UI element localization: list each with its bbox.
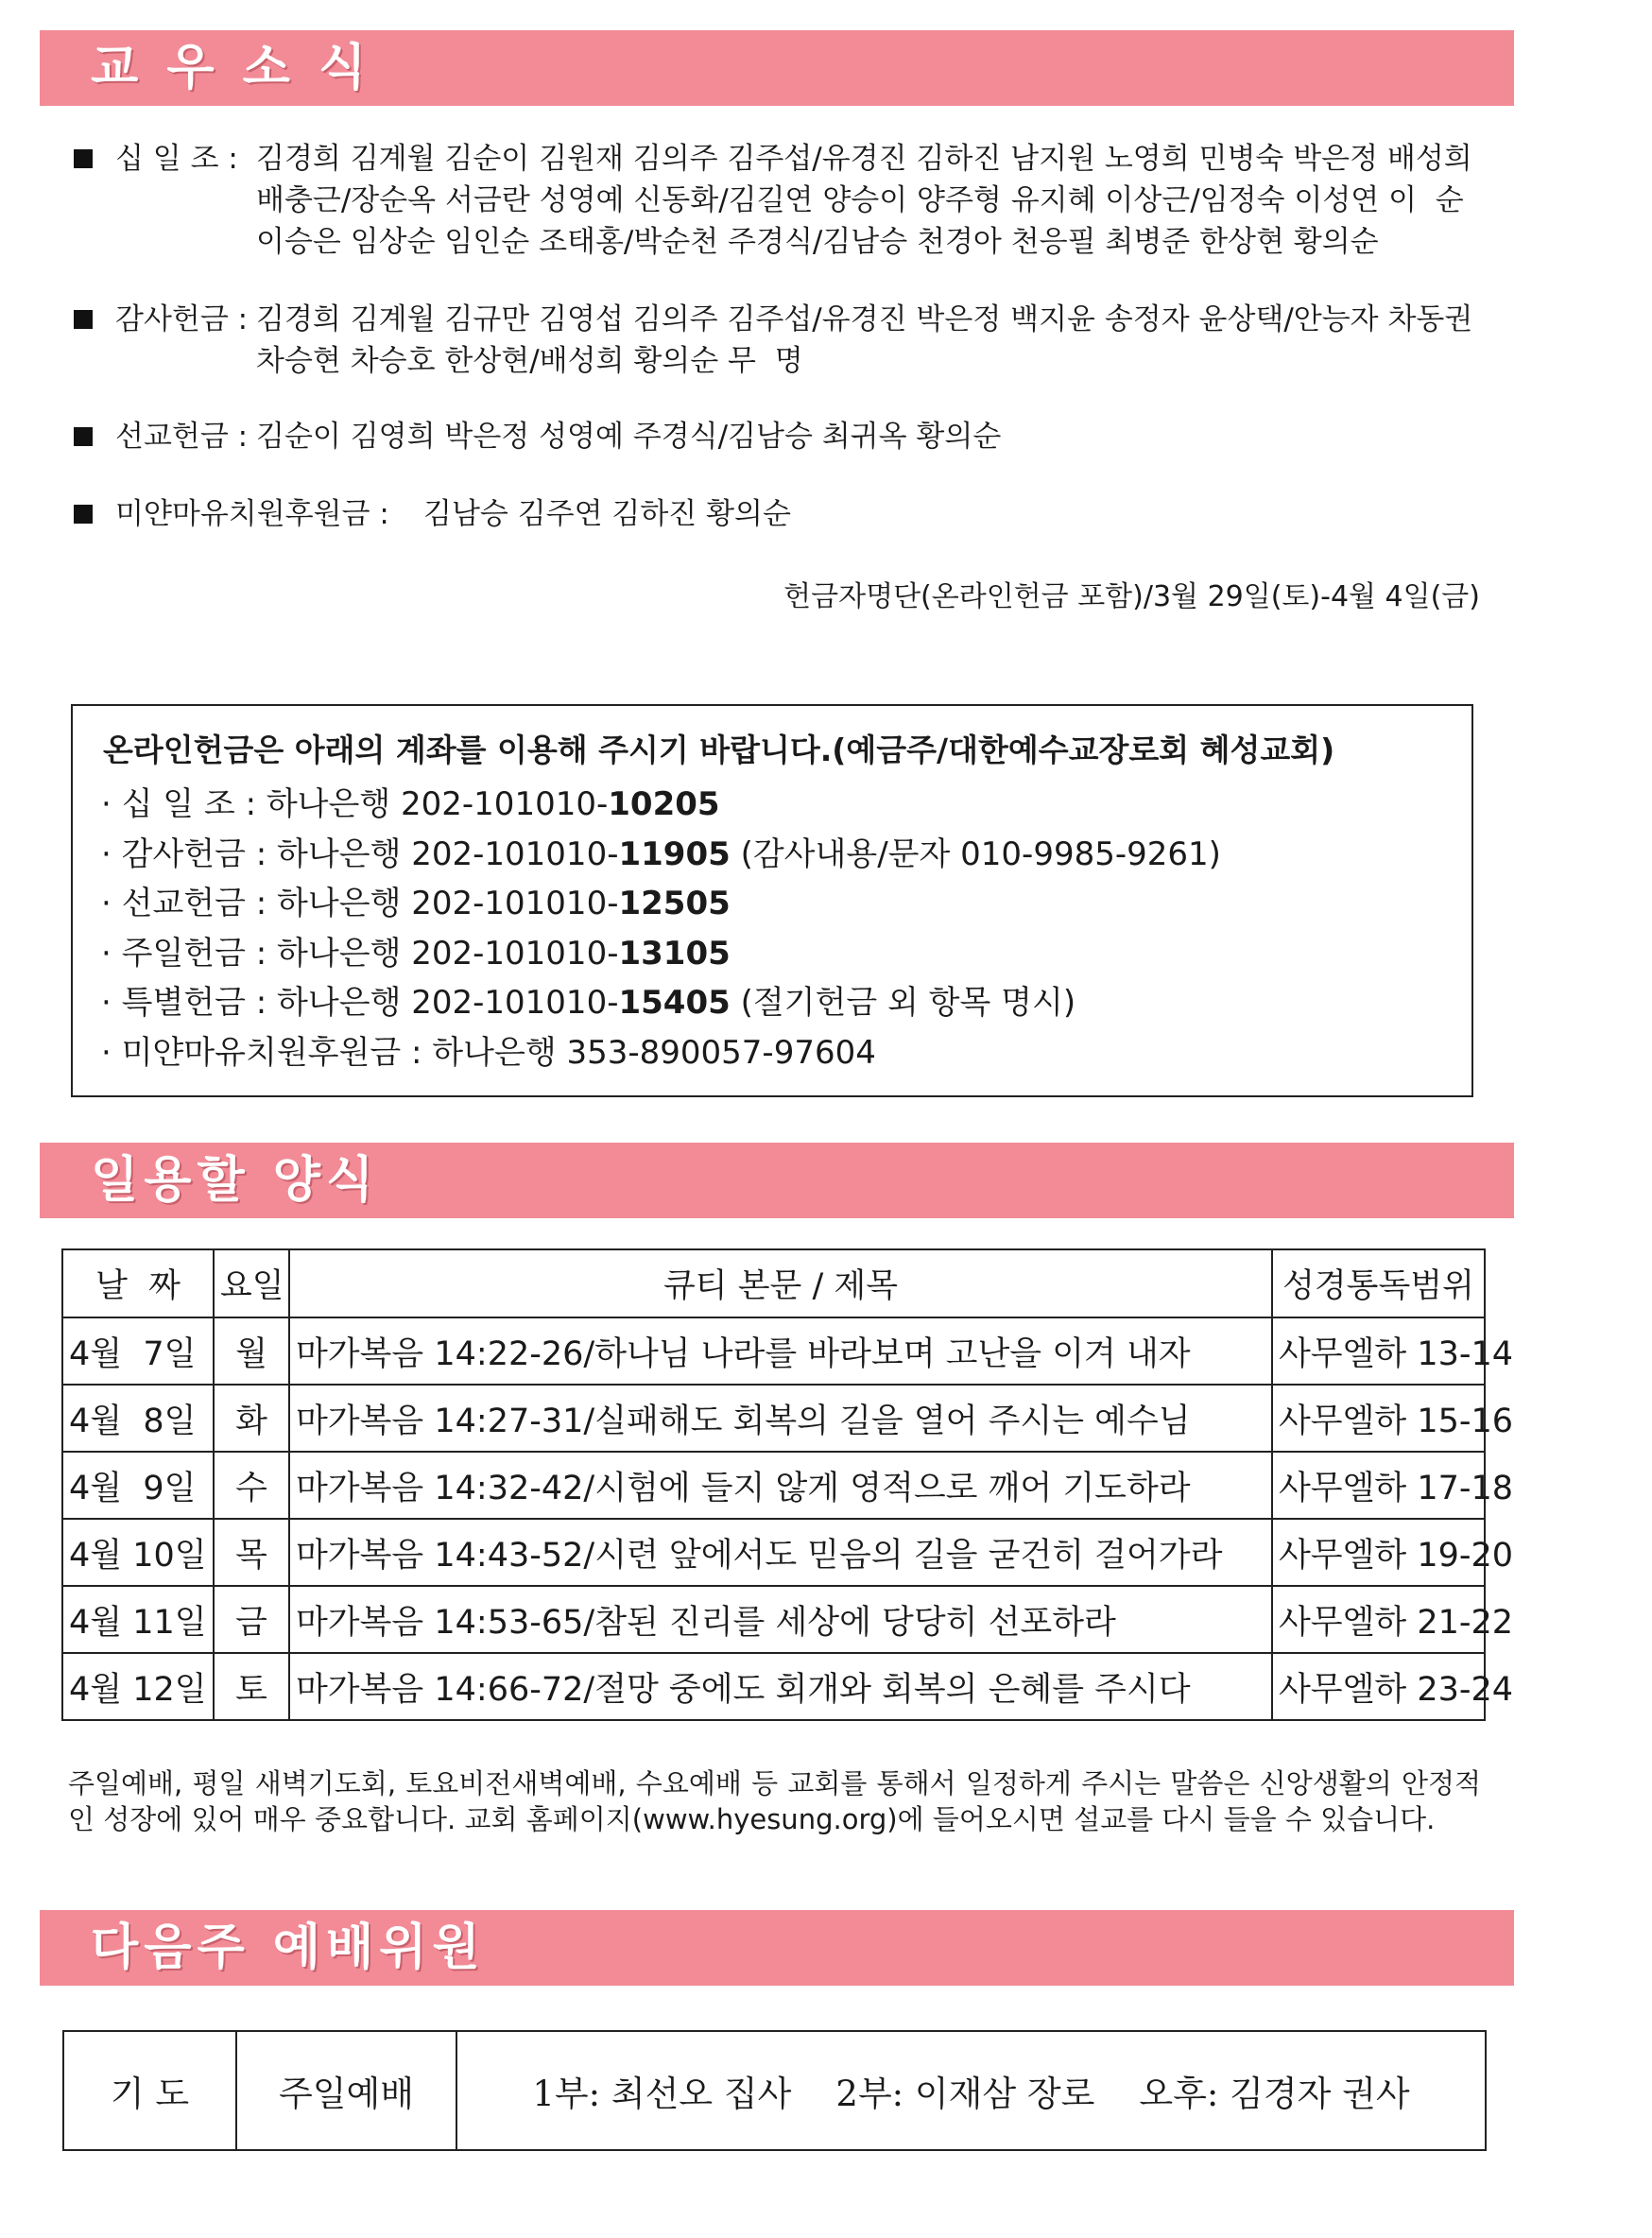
- account-label: · 감사헌금 : 하나은행 202-101010-: [101, 835, 619, 873]
- donor-line: 김경희 김계월 김규만 김영섭 김의주 김주섭/유경진 박은정 백지윤 송정자 윤상택/안능자 차동권: [256, 302, 1473, 336]
- cell-date: 4월 10일: [62, 1519, 214, 1586]
- cell-passage: 마가복음 14:53-65/참된 진리를 세상에 당당히 선포하라: [289, 1586, 1272, 1653]
- cell-date: 4월 9일: [62, 1452, 214, 1519]
- table-row: [62, 1653, 1485, 1720]
- account-label: · 특별헌금 : 하나은행 202-101010-: [101, 984, 619, 1022]
- cell-reading: 사무엘하 17-18: [1272, 1452, 1485, 1519]
- square-bullet-icon: [74, 149, 93, 168]
- section-title: 교 우 소 식: [91, 40, 372, 96]
- cell-reading: 사무엘하 23-24: [1272, 1653, 1485, 1720]
- table-row: [63, 2031, 1486, 2150]
- cell-day: 수: [214, 1452, 289, 1519]
- table-row: [62, 1317, 1485, 1385]
- table-row: [62, 1452, 1485, 1519]
- table-header-row: [62, 1249, 1485, 1317]
- cell-reading: 사무엘하 13-14: [1272, 1317, 1485, 1385]
- header-reading: 성경통독범위: [1272, 1249, 1485, 1317]
- offering-label: 십 일 조 :: [115, 142, 238, 176]
- section-header-worship: [40, 1910, 1514, 1986]
- square-bullet-icon: [74, 505, 93, 524]
- account-label: · 십 일 조 : 하나은행 202-101010-: [101, 785, 609, 823]
- donor-line: 이승은 임상순 임인순 조태홍/박순천 주경식/김남승 천경아 천응필 최병준 한상현 황의순: [256, 225, 1379, 259]
- cell-date: 4월 7일: [62, 1317, 214, 1385]
- qt-schedule-table: [61, 1248, 1514, 1721]
- section-header-qt: [40, 1143, 1514, 1218]
- cell-day: 토: [214, 1653, 289, 1720]
- donor-line: 김순이 김영희 박은정 성영예 주경식/김남승 최귀옥 황의순: [256, 420, 1002, 454]
- donor-line: 배충근/장순옥 서금란 성영예 신동화/김길연 양승이 양주형 유지혜 이상근/임정숙 이성연 이 순: [256, 183, 1464, 217]
- section-title: 다음주 예배위원: [91, 1920, 486, 1976]
- section-header-news: [40, 30, 1514, 106]
- offering-mission: [74, 416, 1482, 457]
- account-row: [101, 879, 1221, 929]
- account-row: [101, 929, 1221, 979]
- account-label: · 주일헌금 : 하나은행 202-101010-: [101, 934, 619, 973]
- cell-day: 금: [214, 1586, 289, 1653]
- cell-passage: 마가복음 14:22-26/하나님 나라를 바라보며 고난을 이겨 내자: [289, 1317, 1272, 1385]
- cell-role: 기 도: [63, 2031, 236, 2150]
- donor-line: 김경희 김계월 김순이 김원재 김의주 김주섭/유경진 김하진 남지원 노영희 민병숙 박은정 배성희: [256, 142, 1472, 176]
- cell-passage: 마가복음 14:43-52/시련 앞에서도 믿음의 길을 굳건히 걸어가라: [289, 1519, 1272, 1586]
- sermon-note: 주일예배, 평일 새벽기도회, 토요비전새벽예배, 수요예배 등 교회를 통해서 일정하게 주시는 말씀은 신앙생활의 안정적인 성장에 있어 매우 중요합니다. 교회 홈페이지(www.hyesung.org)에 들어오시면 설교를 다시 들을 수 있습니다.: [68, 1767, 1481, 1835]
- worship-committee-table: [62, 2030, 1487, 2151]
- cell-date: 4월 8일: [62, 1385, 214, 1452]
- cell-reading: 사무엘하 15-16: [1272, 1385, 1485, 1452]
- cell-passage: 마가복음 14:66-72/절망 중에도 회개와 회복의 은혜를 주시다: [289, 1653, 1272, 1720]
- online-offering-box: [71, 704, 1473, 1097]
- cell-date: 4월 12일: [62, 1653, 214, 1720]
- section-title: 일용할 양식: [91, 1152, 380, 1209]
- cell-day: 화: [214, 1385, 289, 1452]
- square-bullet-icon: [74, 310, 93, 329]
- account-suffix: 10205: [608, 785, 720, 823]
- table-row: [62, 1586, 1485, 1653]
- cell-passage: 마가복음 14:32-42/시험에 들지 않게 영적으로 깨어 기도하라: [289, 1452, 1272, 1519]
- account-list: [101, 780, 1221, 1077]
- cell-passage: 마가복음 14:27-31/실패해도 회복의 길을 열어 주시는 예수님: [289, 1385, 1272, 1452]
- cell-reading: 사무엘하 21-22: [1272, 1586, 1485, 1653]
- account-label: · 미얀마유치원후원금 : 하나은행 353-890057-97604: [101, 1033, 876, 1072]
- offering-tithe: [74, 138, 1482, 263]
- donor-line: 차승현 차승호 한상현/배성희 황의순 무 명: [256, 344, 803, 378]
- table-row: [62, 1519, 1485, 1586]
- header-day: 요일: [214, 1249, 289, 1317]
- cell-leaders: 1부: 최선오 집사 2부: 이재삼 장로 오후: 김경자 권사: [456, 2031, 1486, 2150]
- cell-service: 주일예배: [236, 2031, 456, 2150]
- account-label: · 선교헌금 : 하나은행 202-101010-: [101, 885, 619, 922]
- account-row: [101, 978, 1221, 1028]
- square-bullet-icon: [74, 427, 93, 446]
- account-suffix: 13105: [618, 934, 731, 973]
- offering-thanks: [74, 299, 1482, 382]
- header-date: 날 짜: [62, 1249, 214, 1317]
- cell-day: 목: [214, 1519, 289, 1586]
- account-suffix: 12505: [618, 885, 731, 922]
- header-passage: 큐티 본문 / 제목: [289, 1249, 1272, 1317]
- account-suffix: 15405: [618, 984, 731, 1022]
- account-note: (감사내용/문자 010-9985-9261): [730, 835, 1221, 873]
- offering-myanmar: [74, 493, 1482, 535]
- account-row: [101, 780, 1221, 830]
- table-row: [62, 1385, 1485, 1452]
- account-row: [101, 1028, 1221, 1078]
- online-offering-title: 온라인헌금은 아래의 계좌를 이용해 주시기 바랍니다.(예금주/대한예수교장로회 혜성교회): [103, 732, 1335, 768]
- account-note: (절기헌금 외 항목 명시): [730, 984, 1076, 1022]
- donor-period: 헌금자명단(온라인헌금 포함)/3월 29일(토)-4월 4일(금): [783, 580, 1480, 613]
- offering-label: 감사헌금 :: [115, 302, 249, 336]
- account-suffix: 11905: [618, 835, 731, 873]
- account-row: [101, 830, 1221, 880]
- cell-date: 4월 11일: [62, 1586, 214, 1653]
- offering-label: 선교헌금 :: [115, 420, 249, 454]
- cell-reading: 사무엘하 19-20: [1272, 1519, 1485, 1586]
- donor-line: 김남승 김주연 김하진 황의순: [423, 497, 791, 531]
- cell-day: 월: [214, 1317, 289, 1385]
- offering-label: 미얀마유치원후원금 :: [115, 497, 389, 531]
